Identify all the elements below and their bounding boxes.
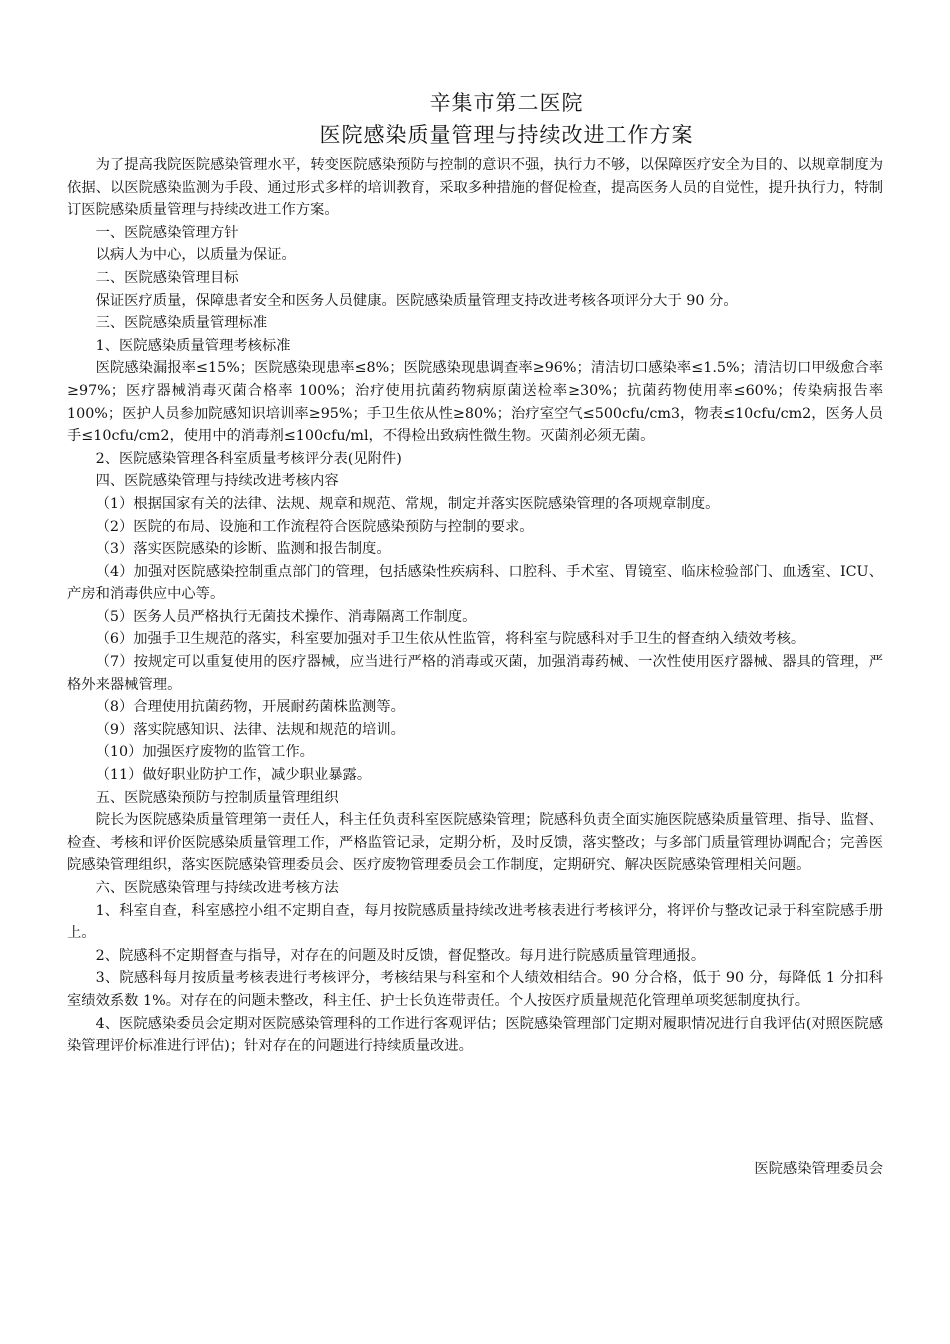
document-title: 医院感染质量管理与持续改进工作方案 bbox=[319, 123, 694, 147]
document-body bbox=[67, 154, 883, 1058]
paragraph: 以病人为中心，以质量为保证。 bbox=[95, 247, 296, 264]
subsection-heading: 1、医院感染质量管理考核标准 bbox=[95, 337, 291, 354]
list-item: 3、院感科每月按质量考核表进行考核评分，考核结果与科室和个人绩效相结合。90 分合格，低于 90 分，每降低 1 分扣科室绩效系数 1%。对存在的问题未整改，科主任、护士长负连带责任。个人按医疗质量规范化管理单项奖惩制度执行。 bbox=[67, 970, 883, 1009]
signature: 医院感染管理委员会 bbox=[754, 1161, 883, 1177]
paragraph: 院长为医院感染质量管理第一责任人，科主任负责科室医院感染管理；院感科负责全面实施医院感染质量管理、指导、监督、检查、考核和评价医院感染质量管理工作，严格监管记录，定期分析，及时反馈，落实整改；与多部门质量管理协调配合；完善医院感染管理组织，落实医院感染管理委员会、医疗废物管理委员会工作制度，定期研究、解决医院感染管理相关问题。 bbox=[67, 812, 883, 874]
hospital-name: 辛集市第二医院 bbox=[429, 91, 584, 115]
subsection-heading: 2、医院感染管理各科室质量考核评分表(见附件) bbox=[95, 450, 402, 467]
list-item: 2、院感科不定期督查与指导，对存在的问题及时反馈，督促整改。每月进行院感质量管理通报。 bbox=[95, 947, 706, 964]
list-item: （11）做好职业防护工作，减少职业暴露。 bbox=[95, 767, 372, 784]
list-item: （3）落实医院感染的诊断、监测和报告制度。 bbox=[95, 541, 391, 558]
list-item: 1、科室自查，科室感控小组不定期自查，每月按院感质量持续改进考核表进行考核评分，将评价与整改记录于科室院感手册上。 bbox=[67, 902, 883, 942]
list-item: （4）加强对医院感染控制重点部门的管理，包括感染性疾病科、口腔科、手术室、胃镜室、临床检验部门、血透室、ICU、产房和消毒供应中心等。 bbox=[67, 563, 883, 603]
paragraph: 保证医疗质量，保障患者安全和医务人员健康。医院感染质量管理支持改进考核各项评分大于 90 分。 bbox=[95, 292, 738, 309]
list-item: （10）加强医疗废物的监管工作。 bbox=[95, 744, 314, 761]
list-item: （8）合理使用抗菌药物，开展耐药菌株监测等。 bbox=[95, 699, 405, 716]
list-item: （2）医院的布局、设施和工作流程符合医院感染预防与控制的要求。 bbox=[95, 518, 534, 535]
list-item: （1）根据国家有关的法律、法规、规章和规范、常规，制定并落实医院感染管理的各项规章制度。 bbox=[95, 495, 720, 512]
section-heading-6: 六、医院感染管理与持续改进考核方法 bbox=[95, 880, 339, 896]
list-item: （9）落实院感知识、法律、法规和规范的培训。 bbox=[95, 721, 405, 738]
section-heading-3: 三、医院感染质量管理标准 bbox=[95, 315, 268, 332]
section-heading-1: 一、医院感染管理方针 bbox=[95, 224, 239, 241]
section-heading-4: 四、医院感染管理与持续改进考核内容 bbox=[95, 473, 339, 490]
section-heading-5: 五、医院感染预防与控制质量管理组织 bbox=[95, 789, 339, 806]
list-item: （5）医务人员严格执行无菌技术操作、消毒隔离工作制度。 bbox=[95, 608, 477, 625]
intro-paragraph: 为了提高我院医院感染管理水平，转变医院感染预防与控制的意识不强，执行力不够，以保障医疗安全为目的、以规章制度为依据、以医院感染监测为手段、通过形式多样的培训教育，采取多种措施的督促检查，提高医务人员的自觉性，提升执行力，特制订医院感染质量管理与持续改进工作方案。 bbox=[67, 157, 883, 219]
list-item: （6）加强手卫生规范的落实，科室要加强对手卫生依从性监管，将科室与院感科对手卫生的督查纳入绩效考核。 bbox=[95, 631, 806, 648]
list-item: 4、医院感染委员会定期对医院感染管理科的工作进行客观评估；医院感染管理部门定期对履职情况进行自我评估(对照医院感染管理评价标准进行评估)；针对存在的问题进行持续质量改进。 bbox=[67, 1015, 883, 1055]
section-heading-2: 二、医院感染管理目标 bbox=[95, 269, 239, 286]
paragraph: 医院感染漏报率≤15%；医院感染现患率≤8%；医院感染现患调查率≥96%；清洁切口感染率≤1.5%；清洁切口甲级愈合率≥97%；医疗器械消毒灭菌合格率 100%；治疗使用抗菌药物病原菌送检率≥30%；抗菌药物使用率≤60%；传染病报告率 100%；医护人员参加院感知识培训率≥95%；手卫生依从性≥80%；治疗室空气≤500cfu/cm3，物表≤10cfu/cm2，医务人员手≤10cfu/cm2，使用中的消毒剂≤100cfu/ml，不得检出致病性微生物。灭菌剂必须无菌。 bbox=[67, 360, 883, 445]
list-item: （7）按规定可以重复使用的医疗器械，应当进行严格的消毒或灭菌，加强消毒药械、一次性使用医疗器械、器具的管理，严格外来器械管理。 bbox=[67, 654, 883, 693]
